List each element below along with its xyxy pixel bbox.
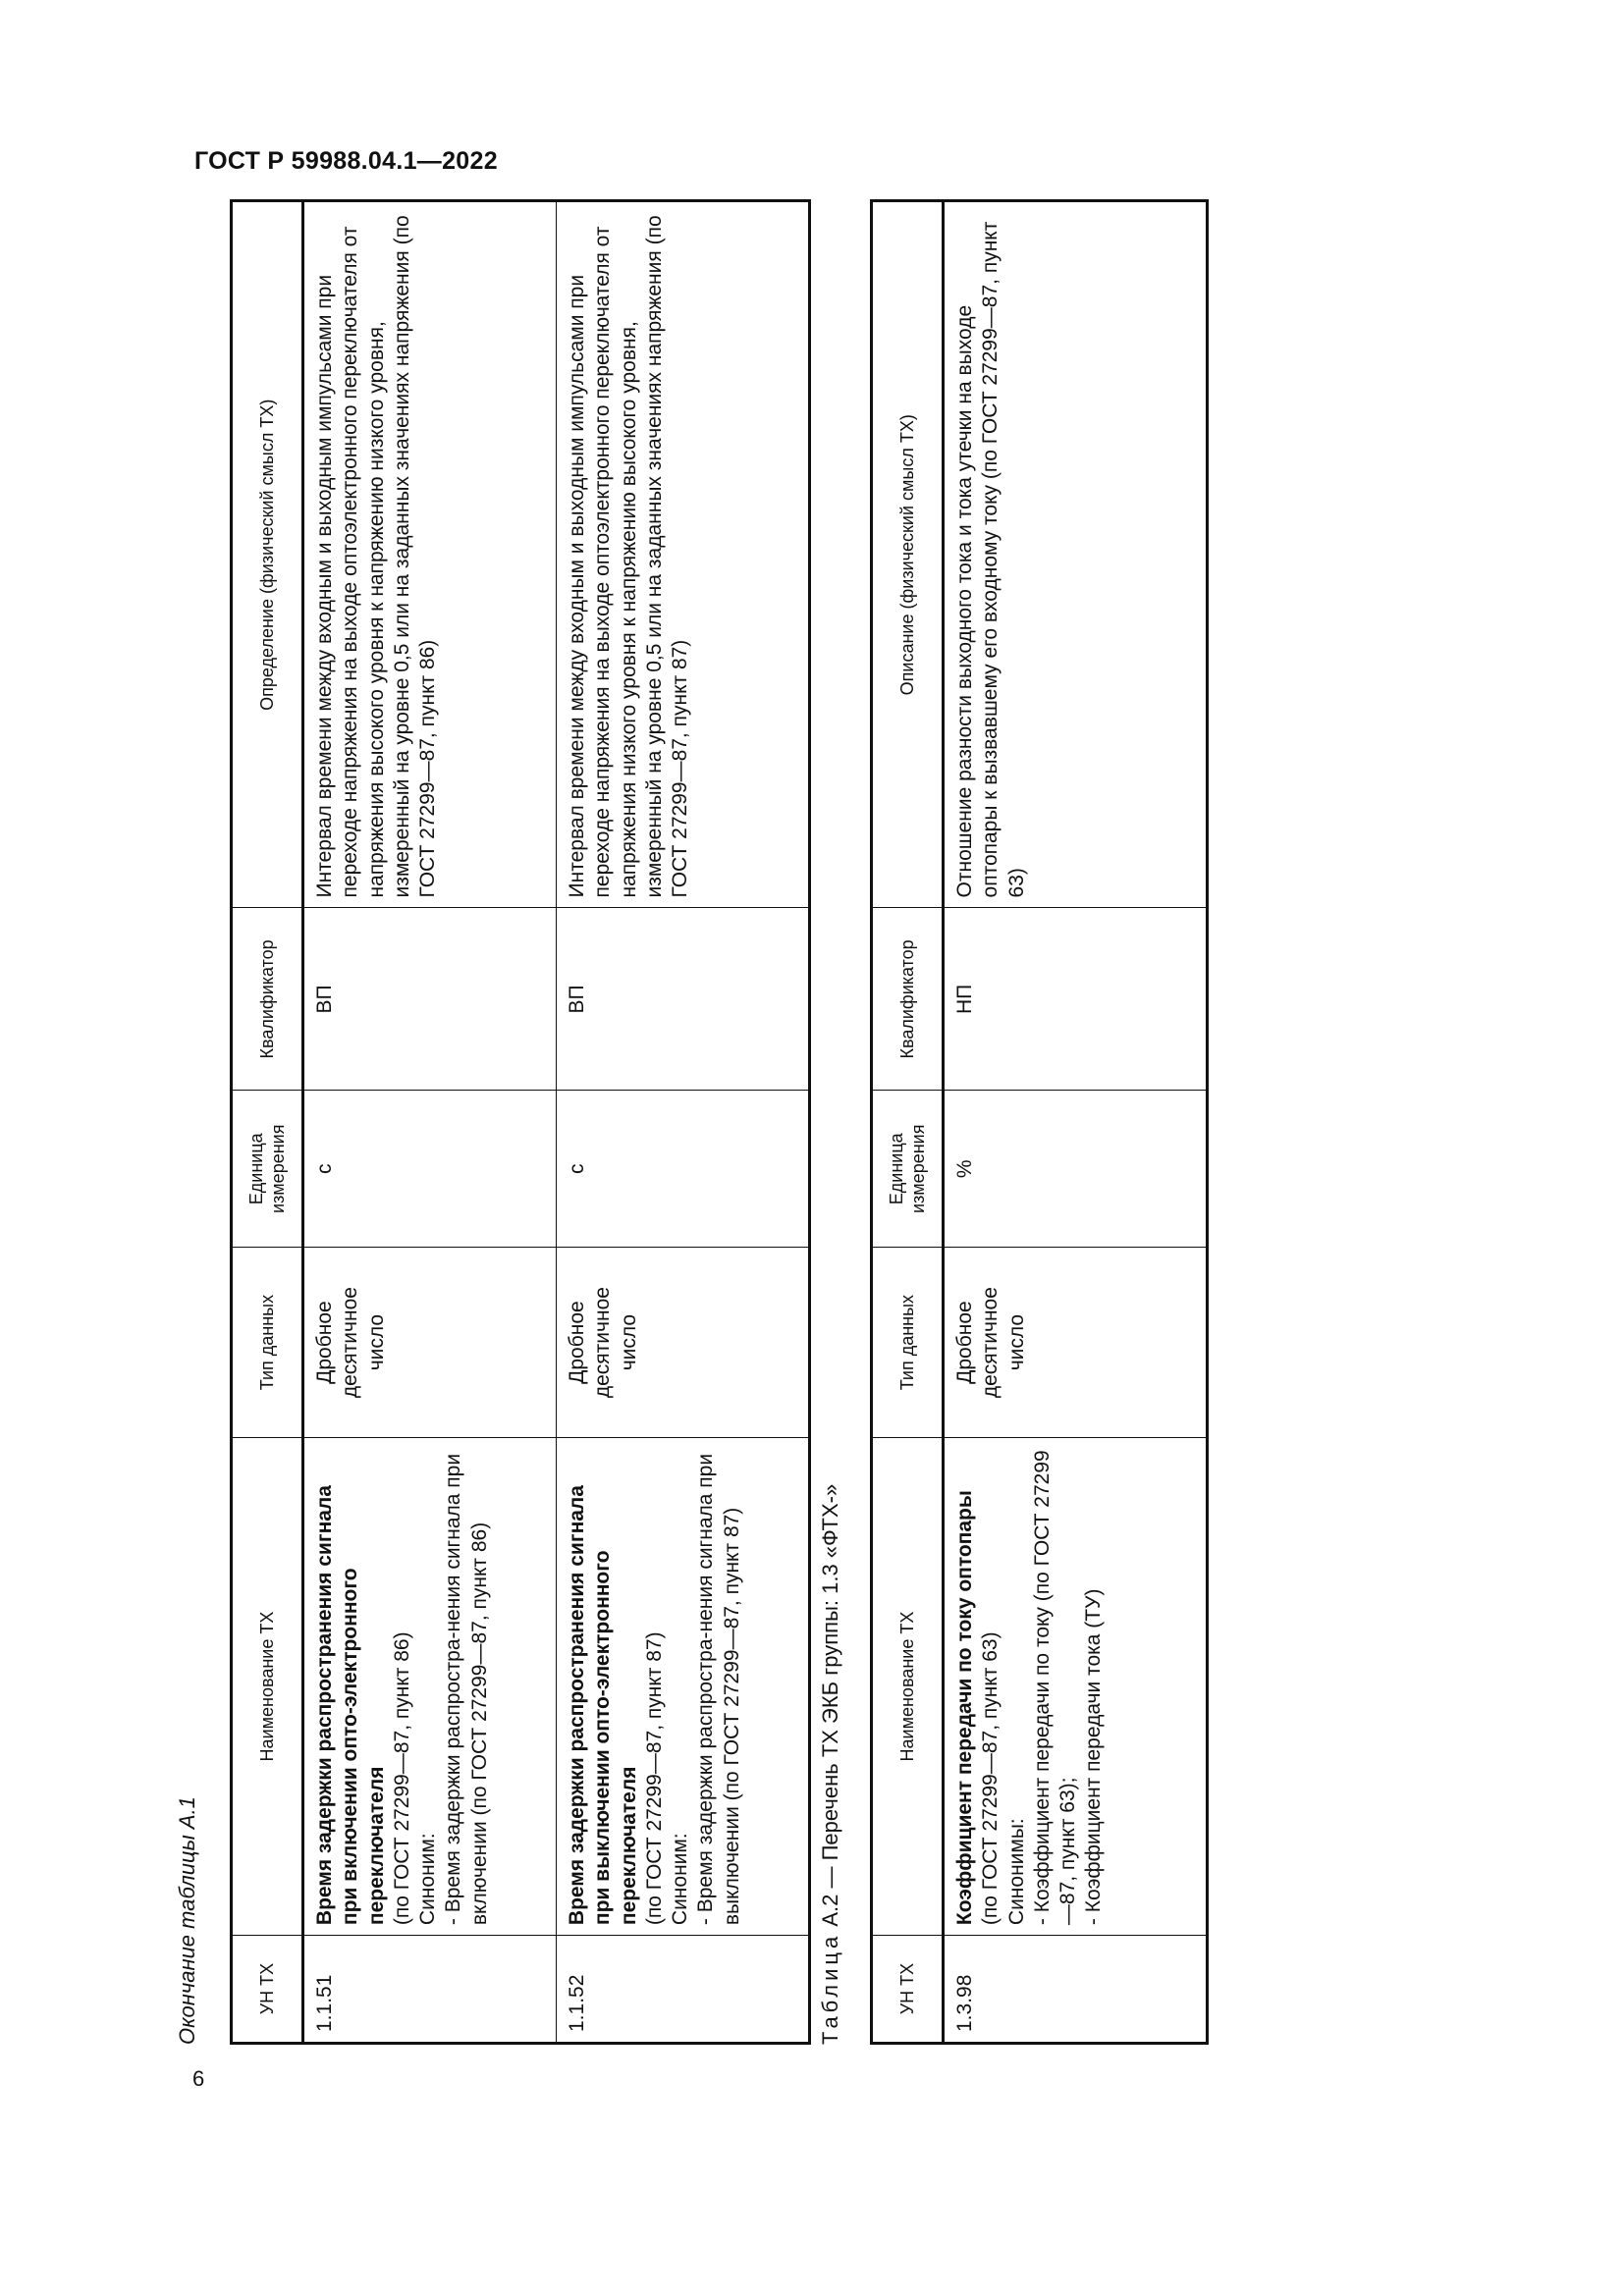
cell-definition: Отношение разности выходного тока и тока утечки на выходе оптопары к вызвавшему его входному току (по ГОСТ 27299—87, пункт 63): [944, 201, 1208, 908]
cell-qualifier: НП: [944, 908, 1208, 1091]
table-row: [303, 201, 557, 2044]
document-title: ГОСТ Р 59988.04.1—2022: [194, 147, 498, 175]
cell-unit: %: [944, 1091, 1208, 1248]
col-header-type: Тип данных: [232, 1248, 303, 1438]
name-details: (по ГОСТ 27299—87, пункт 87) Синоним: - Время задержки распростра-нения сигнала при выключении (по ГОСТ 27299—87, пункт 87): [642, 1453, 743, 1926]
cell-name: [944, 1438, 1208, 1936]
cell-unit: с: [557, 1091, 810, 1248]
cell-name: [303, 1438, 557, 1936]
cell-id: 1.3.98: [944, 1936, 1208, 2044]
name-bold: Время задержки распространения сигнала при выключении опто-электронного переключателя: [566, 1485, 640, 1926]
cell-definition: Интервал времени между входным и выходным импульсами при переходе напряжения на выходе оптоэлектронного переключателя от напряжения низкого уровня к напряжению высокого уровня, измеренный на уровне 0,5 или на заданных значениях напряжения (по ГОСТ 27299—87, пункт 87): [557, 201, 810, 908]
col-header-unit: Единица измерения: [232, 1091, 303, 1248]
name-details: (по ГОСТ 27299—87, пункт 86) Синоним: - Время задержки распростра-нения сигнала при включении (по ГОСТ 27299—87, пункт 86): [390, 1453, 491, 1926]
table-row: [944, 201, 1208, 2044]
cell-type: Дробное десятичное число: [303, 1248, 557, 1438]
col-header-name: Наименование ТХ: [232, 1438, 303, 1936]
table-row: [557, 201, 810, 2044]
cell-unit: с: [303, 1091, 557, 1248]
name-bold: Коэффициент передачи по току оптопары: [953, 1490, 976, 1926]
cell-definition: Интервал времени между входным и выходным импульсами при переходе напряжения на выходе оптоэлектронного переключателя от напряжения высокого уровня к напряжению низкого уровня, измеренный на уровне 0,5 или на заданных значениях напряжения (по ГОСТ 27299—87, пункт 86): [303, 201, 557, 908]
col-header-unit: Единица измерения: [872, 1091, 944, 1248]
table2-caption-prefix: Таблица: [818, 1932, 842, 2045]
col-header-description: Описание (физический смысл ТХ): [872, 201, 944, 908]
table-header-row: [232, 201, 303, 2044]
cell-qualifier: ВП: [557, 908, 810, 1091]
cell-type: Дробное десятичное число: [944, 1248, 1208, 1438]
cell-qualifier: ВП: [303, 908, 557, 1091]
cell-type: Дробное десятичное число: [557, 1248, 810, 1438]
col-header-type: Тип данных: [872, 1248, 944, 1438]
table1-caption: Окончание таблицы А.1: [175, 1796, 199, 2045]
table-a1-end: [230, 199, 811, 2045]
col-header-qualifier: Квалификатор: [872, 908, 944, 1091]
table-a2: [870, 199, 1209, 2045]
col-header-definition: Определение (физический смысл ТХ): [232, 201, 303, 908]
cell-id: 1.1.52: [557, 1936, 810, 2044]
cell-name: [557, 1438, 810, 1936]
rotated-content: [175, 199, 1196, 2045]
table-header-row: [872, 201, 944, 2044]
page-number: 6: [192, 2066, 205, 2091]
cell-id: 1.1.51: [303, 1936, 557, 2044]
col-header-id: УН ТХ: [232, 1936, 303, 2044]
col-header-qualifier: Квалификатор: [232, 908, 303, 1091]
name-bold: Время задержки распространения сигнала при включении опто-электронного переключателя: [313, 1485, 388, 1926]
name-details: (по ГОСТ 27299—87, пункт 63) Синонимы: - Коэффициент передачи по току (по ГОСТ 27299—87, пункт 63); - Коэффициент передачи тока (ТУ): [979, 1450, 1106, 1926]
table2-caption-rest: А.2 — Перечень ТХ ЭКБ группы: 1.3 «ФТХ-»: [818, 1483, 842, 1933]
table2-caption: [818, 1484, 843, 2045]
col-header-id: УН ТХ: [872, 1936, 944, 2044]
col-header-name: Наименование ТХ: [872, 1438, 944, 1936]
